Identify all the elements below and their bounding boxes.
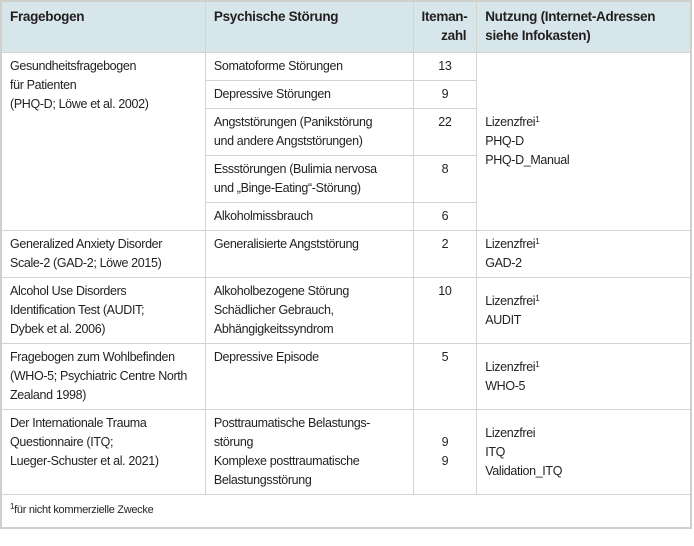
license-text: Lizenzfrei$^1$ xyxy=(485,237,540,251)
license-text: Lizenzfrei$^1$ xyxy=(485,115,540,129)
item-count-value: 9 xyxy=(441,454,449,468)
questionnaire-text: (WHO-5; Psychiatric Centre North xyxy=(10,369,188,383)
disorder-text: Depressive Episode xyxy=(213,350,319,364)
footnote-mark: 1 xyxy=(10,502,15,511)
license-text: Lizenzfrei$^1$ xyxy=(485,359,540,374)
disorder-cell xyxy=(205,109,413,156)
questionnaire-text: Generalized Anxiety Disorder xyxy=(10,237,163,251)
questionnaire-cell xyxy=(1,344,205,410)
table-row xyxy=(1,278,691,344)
item-count-cell: 22 xyxy=(413,109,477,156)
disorder-text: Angststörungen (Panikstörung xyxy=(213,115,373,129)
header-usage-line1: Nutzung (Internet-Adressen xyxy=(485,9,656,24)
usage-link[interactable]: PHQ-D_Manual xyxy=(485,153,570,167)
disorder-text: und andere Angststörungen) xyxy=(213,134,363,148)
usage-link[interactable]: ITQ xyxy=(485,444,506,459)
disorder-text: störung xyxy=(213,435,254,449)
disorder-text: Alkoholbezogene Störung xyxy=(213,284,349,298)
item-count-cell: 8 xyxy=(413,156,477,203)
header-item-count-line2: zahl xyxy=(441,28,467,43)
item-count-cell: 5 xyxy=(413,344,477,410)
item-count-cell: 2 xyxy=(413,231,477,278)
disorder-text: Schädlicher Gebrauch, xyxy=(213,303,334,317)
usage-link[interactable]: WHO-5 xyxy=(485,378,526,393)
disorder-cell xyxy=(205,53,413,81)
header-questionnaire: Fragebogen xyxy=(1,1,205,53)
item-count-value: 9 xyxy=(441,435,449,449)
usage-cell xyxy=(477,278,691,344)
footnote-mark: 1 xyxy=(535,293,540,303)
disorder-text: Belastungsstörung xyxy=(213,473,312,487)
disorder-cell xyxy=(205,156,413,203)
usage-cell xyxy=(477,344,691,410)
questionnaire-text: Identification Test (AUDIT; xyxy=(10,303,145,317)
header-item-count xyxy=(413,1,477,53)
header-usage-line2: siehe Infokasten) xyxy=(485,28,591,43)
disorder-cell xyxy=(205,344,413,410)
disorder-text: Somatoforme Störungen xyxy=(213,59,343,73)
disorder-text: Alkoholmissbrauch xyxy=(213,209,313,223)
disorder-text: Posttraumatische Belastungs- xyxy=(213,416,371,430)
disorder-cell xyxy=(205,410,413,495)
footnote-text: für nicht kommerzielle Zwecke xyxy=(14,504,154,516)
footnote-mark: 1 xyxy=(535,115,540,124)
disorder-text: und „Binge-Eating“-Störung) xyxy=(213,181,361,195)
disorder-cell xyxy=(205,278,413,344)
header-usage xyxy=(477,1,691,53)
footnote xyxy=(1,495,691,529)
header-disorder: Psychische Störung xyxy=(205,1,413,53)
footnote-mark: 1 xyxy=(535,237,540,246)
questionnaire-cell xyxy=(1,278,205,344)
questionnaire-text: (PHQ-D; Löwe et al. 2002) xyxy=(10,97,149,111)
footnote-row xyxy=(1,495,691,529)
disorder-text: Abhängigkeitssyndrom xyxy=(213,322,334,336)
disorder-text: Generalisierte Angststörung xyxy=(213,237,359,251)
item-count-cell xyxy=(413,410,477,495)
table-row xyxy=(1,231,691,278)
questionnaire-text: Questionnaire (ITQ; xyxy=(10,435,114,449)
questionnaire-text: Scale-2 (GAD-2; Löwe 2015) xyxy=(10,256,162,270)
item-count-cell: 10 xyxy=(413,278,477,344)
questionnaire-text: Dybek et al. 2006) xyxy=(10,322,106,336)
footnote-mark: 1 xyxy=(535,359,540,369)
table-row xyxy=(1,53,691,81)
usage-cell xyxy=(477,53,691,231)
questionnaire-text: Fragebogen zum Wohlbefinden xyxy=(10,350,175,364)
disorder-text: Depressive Störungen xyxy=(213,87,331,101)
table-row xyxy=(1,344,691,410)
usage-link[interactable]: GAD-2 xyxy=(485,256,522,270)
disorder-cell xyxy=(205,203,413,231)
usage-link[interactable]: PHQ-D xyxy=(485,134,524,148)
questionnaire-cell xyxy=(1,231,205,278)
questionnaire-text: Zealand 1998) xyxy=(10,388,87,402)
questionnaire-text: Gesundheitsfragebogen xyxy=(10,59,137,73)
item-count-cell: 9 xyxy=(413,81,477,109)
questionnaire-text: Alcohol Use Disorders xyxy=(10,284,127,298)
table-row xyxy=(1,410,691,495)
usage-link[interactable]: Validation_ITQ xyxy=(485,463,563,478)
questionnaire-text: für Patienten xyxy=(10,78,77,92)
disorder-cell xyxy=(205,231,413,278)
disorder-text: Komplexe posttraumatische xyxy=(213,454,360,468)
questionnaire-cell xyxy=(1,410,205,495)
disorder-cell xyxy=(205,81,413,109)
header-item-count-line1: Iteman- xyxy=(421,9,468,24)
usage-cell xyxy=(477,410,691,495)
usage-cell xyxy=(477,231,691,278)
header-row xyxy=(1,1,691,53)
license-text: Lizenzfrei$^1$ xyxy=(485,293,540,308)
questionnaire-text: Lueger-Schuster et al. 2021) xyxy=(10,454,159,468)
item-count-cell: 13 xyxy=(413,53,477,81)
item-count-cell: 6 xyxy=(413,203,477,231)
questionnaire-text: Der Internationale Trauma xyxy=(10,416,147,430)
questionnaire-cell xyxy=(1,53,205,231)
disorder-text: Essstörungen (Bulimia nervosa xyxy=(213,162,377,176)
license-text: Lizenzfrei xyxy=(485,425,536,440)
usage-link[interactable]: AUDIT xyxy=(485,312,521,327)
